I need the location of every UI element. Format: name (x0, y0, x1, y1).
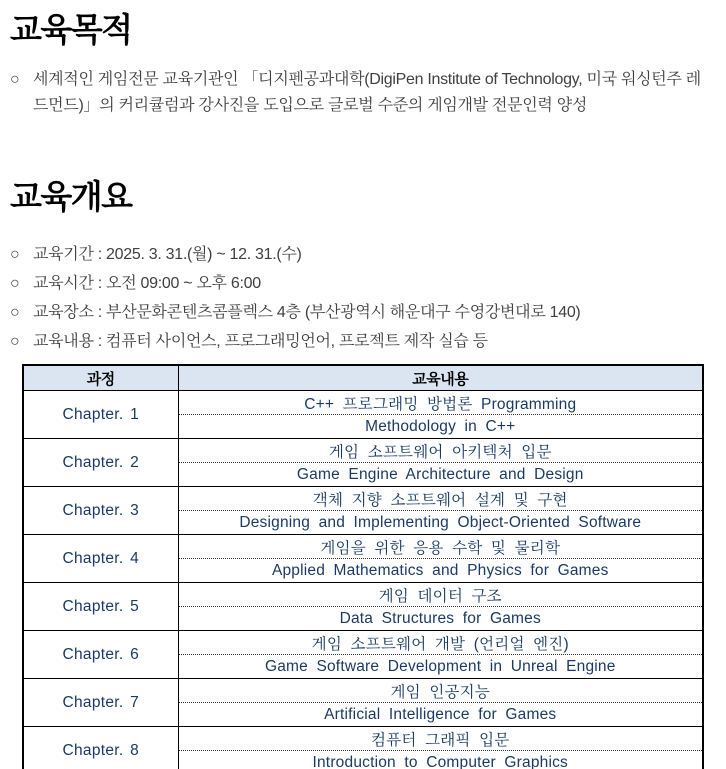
time-text: 교육시간 : 오전 09:00 ~ 오후 6:00 (33, 274, 261, 292)
circle-bullet-icon: ○ (10, 332, 20, 350)
education-goal-title: 교육목적 (10, 11, 132, 48)
table-header-row (23, 365, 703, 391)
course-content-line1: 게임 소프트웨어 개발 (언리얼 엔진) (178, 631, 703, 655)
education-overview-title: 교육개요 (10, 178, 132, 216)
period-text: 교육기간 : 2025. 3. 31.(월) ~ 12. 31.(수) (33, 245, 302, 263)
chapter-label: Chapter. 2 (23, 439, 178, 487)
course-content-line2: Introduction to Computer Graphics (178, 751, 703, 769)
chapter-label: Chapter. 3 (23, 487, 178, 535)
course-content-line1: 객체 지향 소프트웨어 설계 및 구현 (178, 487, 703, 511)
chapter-label: Chapter. 1 (23, 391, 178, 439)
table-row (23, 631, 703, 655)
table-row (23, 439, 703, 463)
course-table-body (23, 391, 703, 769)
circle-bullet-icon: ○ (10, 303, 20, 321)
list-item-location (10, 298, 716, 327)
course-content-line1: 게임 소프트웨어 아키텍처 입문 (178, 439, 703, 463)
location-text: 교육장소 : 부산문화콘텐츠콤플렉스 4층 (부산광역시 해운대구 수영강변대로 140) (33, 303, 581, 321)
course-table (22, 364, 704, 769)
course-column-header: 과정 (23, 365, 178, 391)
course-content-line2: Methodology in C++ (178, 415, 703, 439)
table-row (23, 583, 703, 607)
chapter-label: Chapter. 7 (23, 679, 178, 727)
chapter-label: Chapter. 4 (23, 535, 178, 583)
content-text: 교육내용 : 컴퓨터 사이언스, 프로그래밍언어, 프로젝트 제작 실습 등 (33, 332, 488, 350)
list-item-content (10, 327, 716, 356)
course-content-line2: Applied Mathematics and Physics for Games (178, 559, 703, 583)
education-overview-list (10, 240, 716, 356)
course-content-line1: 게임 인공지능 (178, 679, 703, 703)
circle-bullet-icon: ○ (10, 274, 20, 292)
course-content-line1: 게임을 위한 응용 수학 및 물리학 (178, 535, 703, 559)
list-item-period (10, 240, 716, 269)
chapter-label: Chapter. 5 (23, 583, 178, 631)
table-row (23, 535, 703, 559)
education-goal-paragraph (10, 67, 716, 121)
content-column-header: 교육내용 (178, 365, 703, 391)
list-item-time (10, 269, 716, 298)
course-content-line2: Game Software Development in Unreal Engine (178, 655, 703, 679)
course-content-line2: Game Engine Architecture and Design (178, 463, 703, 487)
table-row (23, 487, 703, 511)
chapter-label: Chapter. 8 (23, 727, 178, 769)
course-content-line2: Data Structures for Games (178, 607, 703, 631)
table-row (23, 679, 703, 703)
chapter-label: Chapter. 6 (23, 631, 178, 679)
table-row (23, 727, 703, 751)
course-content-line1: 게임 데이터 구조 (178, 583, 703, 607)
circle-bullet-icon: ○ (10, 70, 20, 88)
table-row (23, 391, 703, 415)
course-content-line2: Artificial Intelligence for Games (178, 703, 703, 727)
course-content-line1: 컴퓨터 그래픽 입문 (178, 727, 703, 751)
course-content-line2: Designing and Implementing Object-Oriented Software (178, 511, 703, 535)
circle-bullet-icon: ○ (10, 245, 20, 263)
course-content-line1: C++ 프로그래밍 방법론 Programming (178, 391, 703, 415)
education-goal-text: 세계적인 게임전문 교육기관인 「디지펜공과대학(DigiPen Institute of Technology, 미국 워싱턴주 레드먼드)」의 커리큘럼과 강사진을 도입으로 글로벌 수준의 게임개발 전문인력 양성 (33, 70, 701, 115)
